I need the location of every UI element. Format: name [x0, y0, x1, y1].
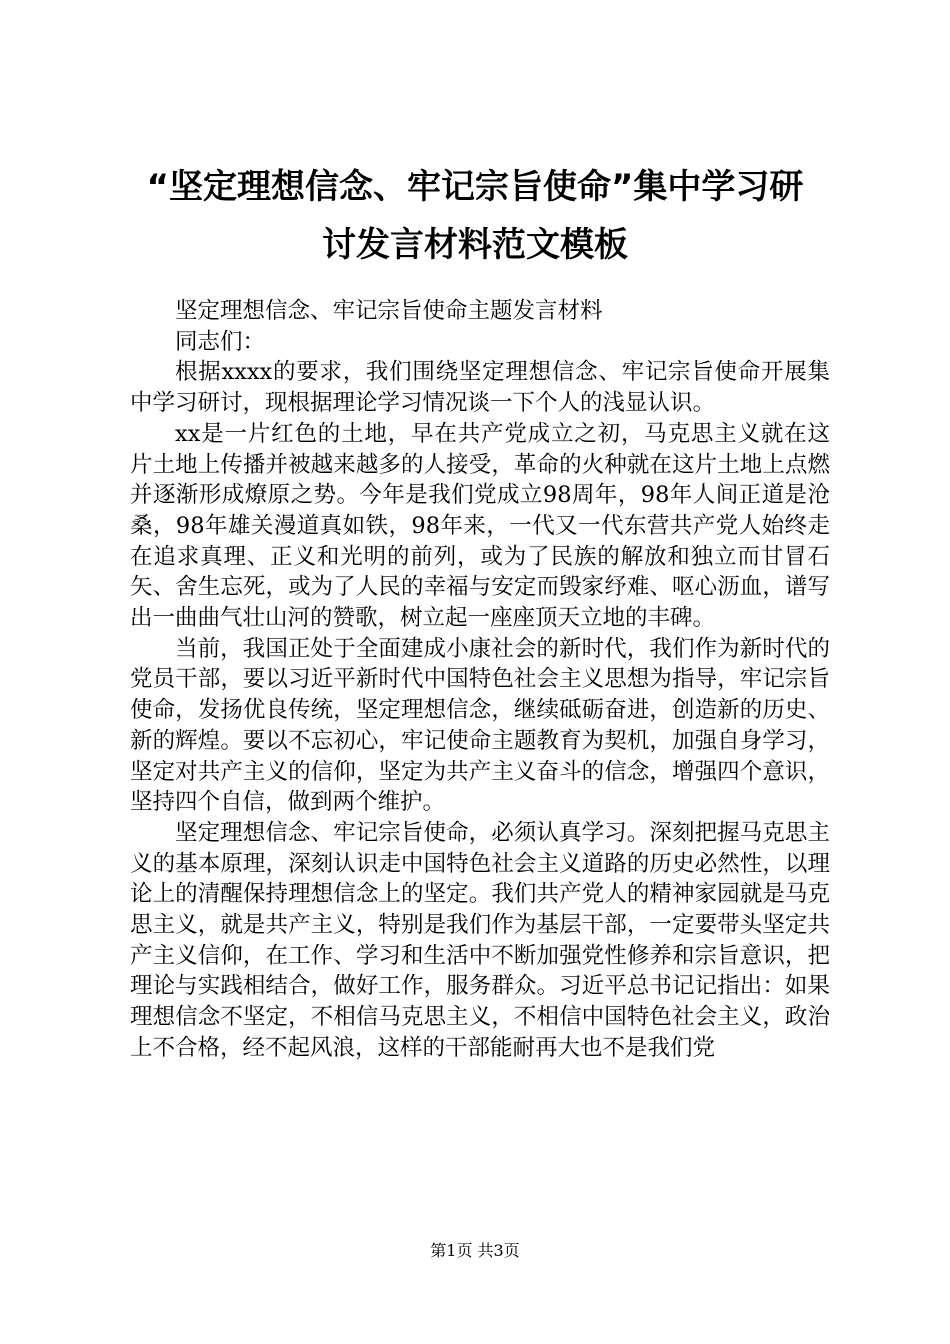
title-line-1: “坚定理想信念、牢记宗旨使命”集中学习研 [146, 167, 804, 207]
salutation-paragraph: 同志们： [175, 328, 266, 355]
document-body [130, 296, 830, 1064]
body-paragraph: 根据xxxx的要求，我们围绕坚定理想信念、牢记宗旨使命开展集中学习研讨，现根据理论学习情况谈一下个人的浅显认识。 [130, 359, 830, 417]
body-paragraph: 坚定理想信念、牢记宗旨使命，必须认真学习。深刻把握马克思主义的基本原理，深刻认识走中国特色社会主义道路的历史必然性，以理论上的清醒保持理想信念上的坚定。我们共产党人的精神家园就是马克思主义，就是共产主义，特别是我们作为基层干部，一定要带头坚定共产主义信仰，在工作、学习和生活中不断加强党性修养和宗旨意识，把理论与实践相结合，做好工作，服务群众。习近平总书记记指出：如果理想信念不坚定，不相信马克思主义，不相信中国特色社会主义，政治上不合格，经不起风浪，这样的干部能耐再大也不是我们党 [130, 819, 830, 1061]
title-line-2: 讨发言材料范文模板 [322, 225, 628, 265]
page-number-footer: 第1页 共3页 [430, 1241, 520, 1260]
subtitle-paragraph: 坚定理想信念、牢记宗旨使命主题发言材料 [175, 298, 603, 324]
body-paragraph: xx是一片红色的土地，早在共产党成立之初，马克思主义就在这片土地上传播并被越来越多的人接受，革命的火种就在这片土地上点燃并逐渐形成燎原之势。今年是我们党成立98周年，98年人间正道是沧桑，98年雄关漫道真如铁，98年来，一代又一代东营共产党人始终走在追求真理、正义和光明的前列，或为了民族的解放和独立而甘冒石矢、舍生忘死，或为了人民的幸福与安定而毁家纾难、呕心沥血，谱写出一曲曲气壮山河的赞歌，树立起一座座顶天立地的丰碑。 [130, 420, 830, 632]
body-paragraph: 当前，我国正处于全面建成小康社会的新时代，我们作为新时代的党员干部，要以习近平新时代中国特色社会主义思想为指导，牢记宗旨使命，发扬优良传统，坚定理想信念，继续砥砺奋进，创造新的历史、新的辉煌。要以不忘初心，牢记使命主题教育为契机，加强自身学习，坚定对共产主义的信仰，坚定为共产主义奋斗的信念，增强四个意识，坚持四个自信，做到两个维护。 [130, 635, 830, 816]
document-title [100, 158, 850, 274]
